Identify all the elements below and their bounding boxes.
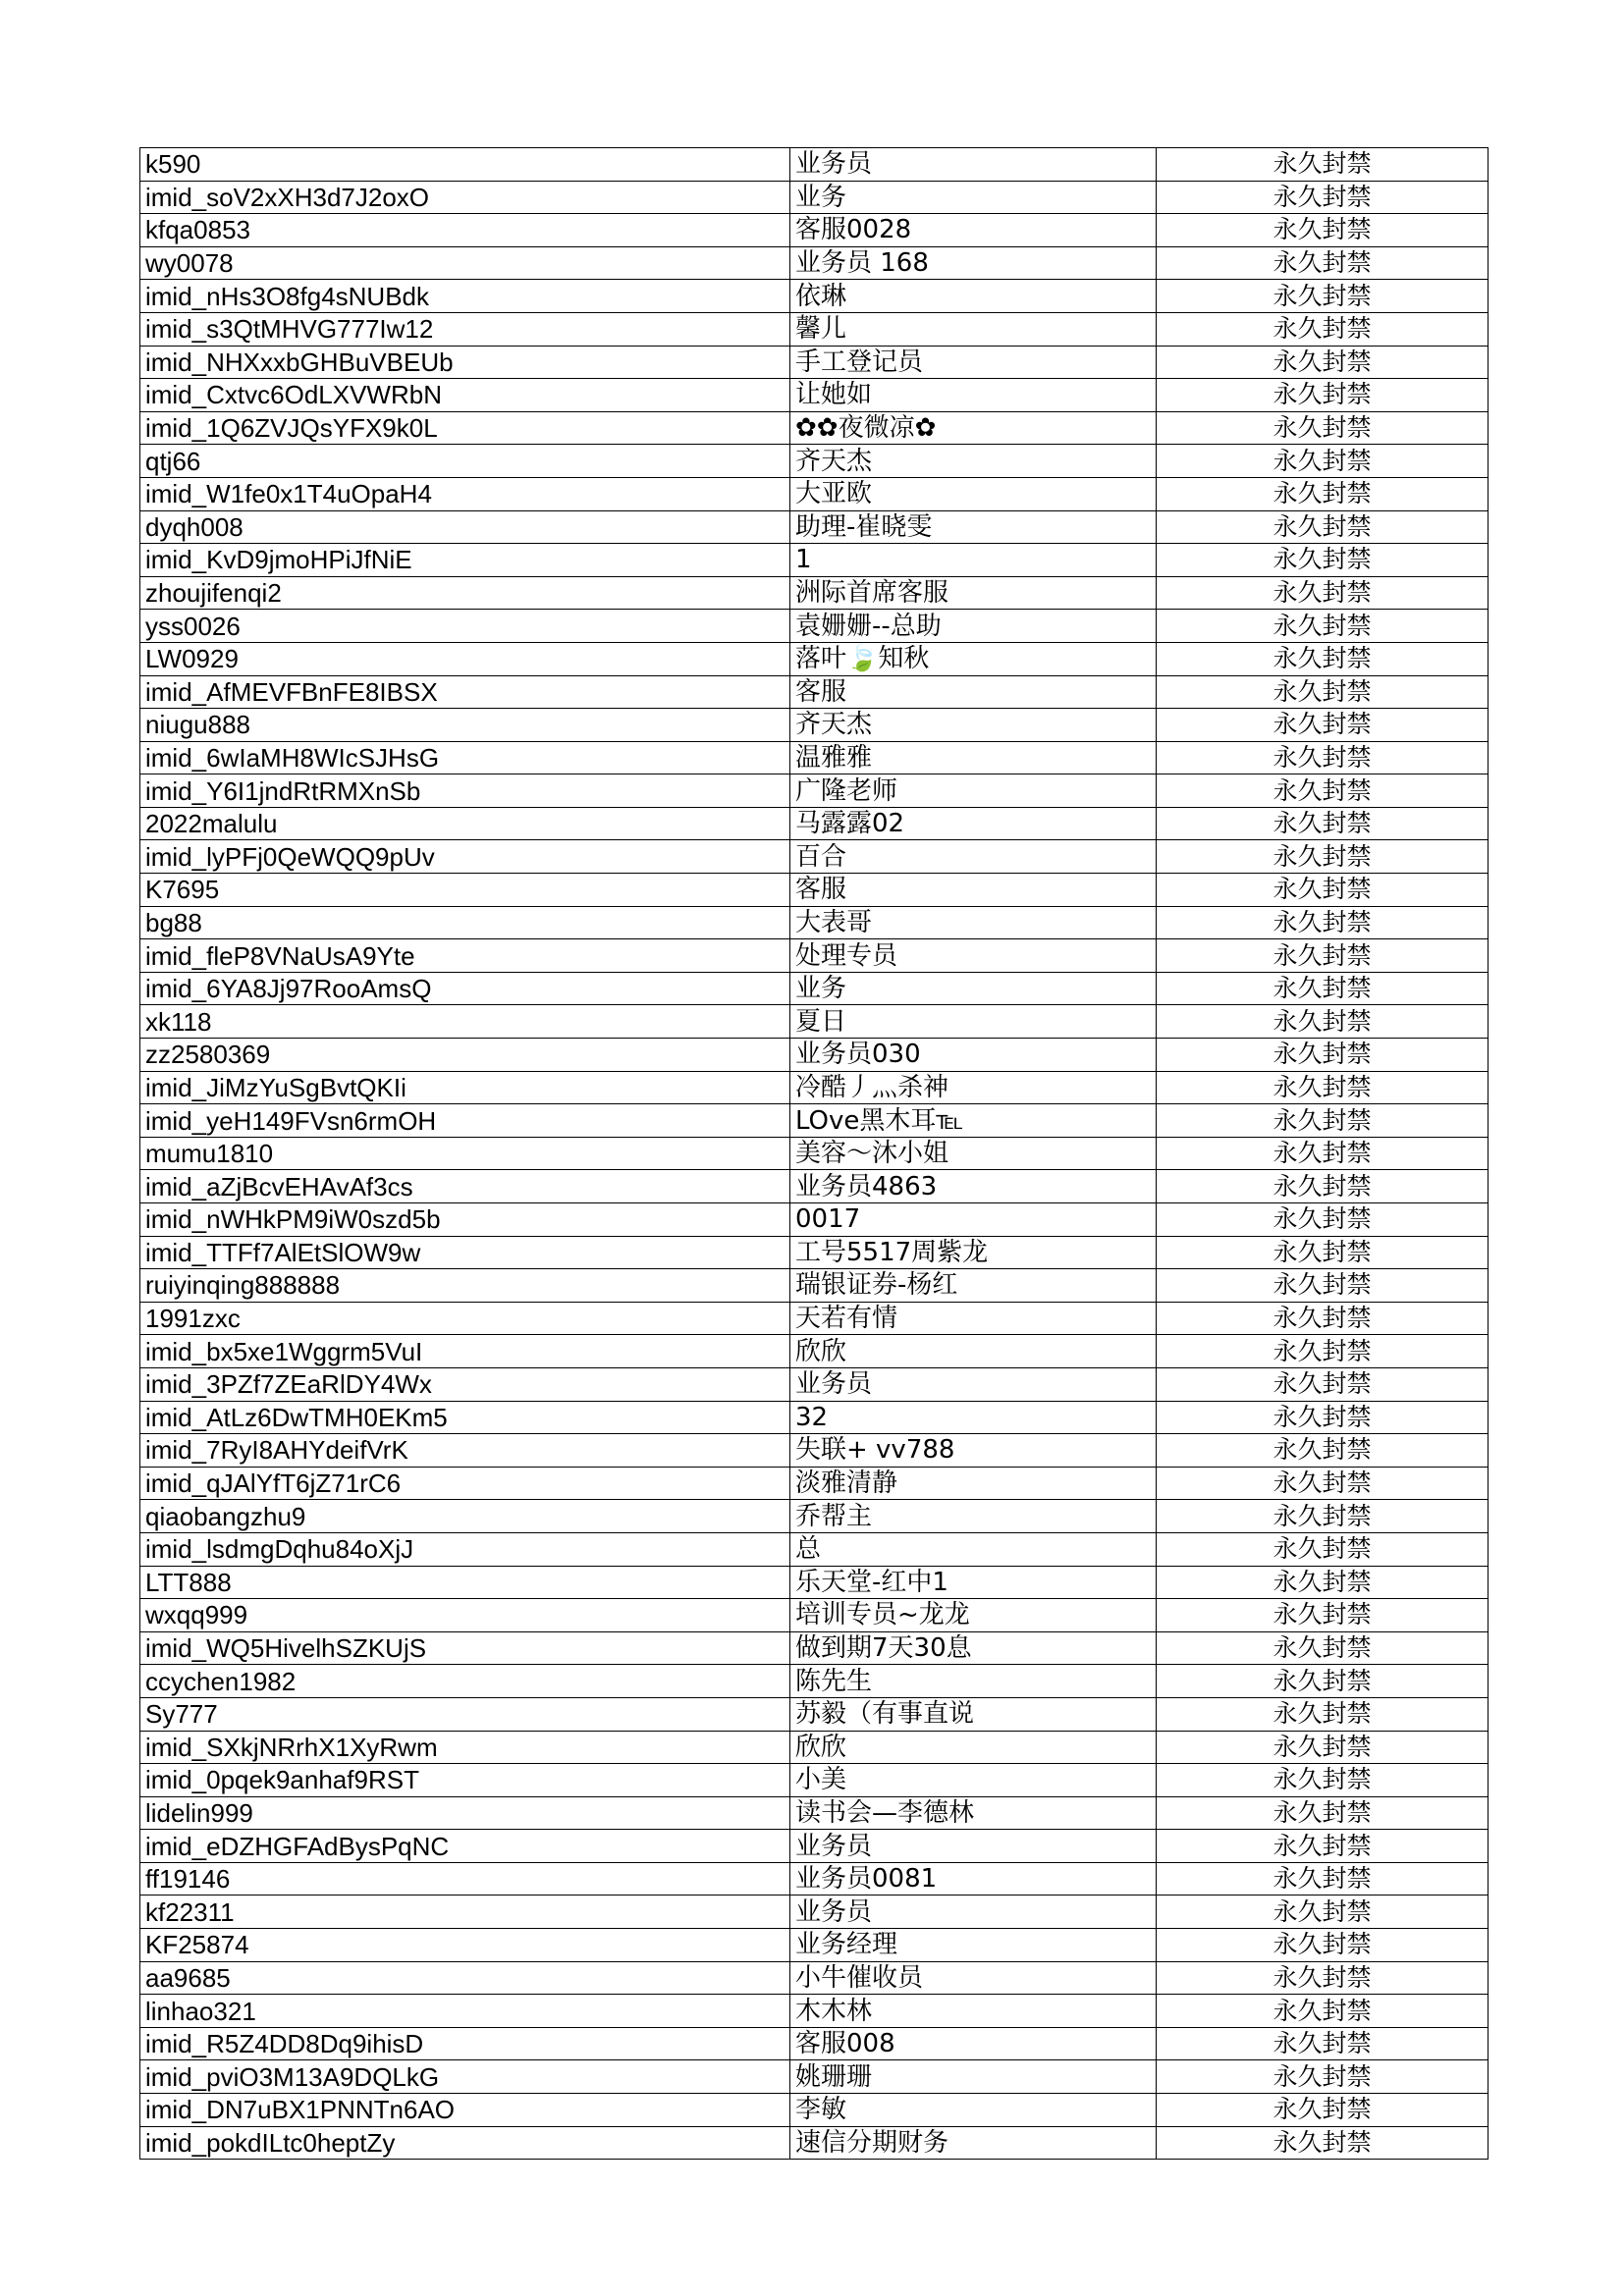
account-id-cell: imid_fleP8VNaUsA9Yte — [140, 939, 790, 973]
account-id-cell: LW0929 — [140, 642, 790, 675]
table-row — [140, 1104, 1489, 1138]
ban-status-cell: 永久封禁 — [1157, 1896, 1489, 1929]
account-id-cell: imid_6YA8Jj97RooAmsQ — [140, 972, 790, 1005]
account-id-cell: kfqa0853 — [140, 214, 790, 247]
ban-status-cell: 永久封禁 — [1157, 675, 1489, 709]
display-name-cell: 冷酷丿灬杀神 — [790, 1071, 1157, 1104]
display-name-cell: 齐天杰 — [790, 445, 1157, 478]
account-id-cell: imid_R5Z4DD8Dq9ihisD — [140, 2027, 790, 2060]
ban-status-cell: 永久封禁 — [1157, 1467, 1489, 1500]
table-row — [140, 1170, 1489, 1203]
table-row — [140, 576, 1489, 610]
display-name-cell: 业务员4863 — [790, 1170, 1157, 1203]
table-row — [140, 2027, 1489, 2060]
ban-status-cell: 永久封禁 — [1157, 181, 1489, 214]
ban-status-cell: 永久封禁 — [1157, 1137, 1489, 1170]
ban-status-cell: 永久封禁 — [1157, 709, 1489, 742]
ban-status-cell: 永久封禁 — [1157, 1039, 1489, 1072]
table-row — [140, 1203, 1489, 1237]
account-id-cell: imid_SXkjNRrhX1XyRwm — [140, 1731, 790, 1764]
account-id-cell: xk118 — [140, 1005, 790, 1039]
ban-status-cell: 永久封禁 — [1157, 1862, 1489, 1896]
display-name-cell: 业务 — [790, 181, 1157, 214]
table-row — [140, 972, 1489, 1005]
account-id-cell: bg88 — [140, 906, 790, 939]
table-row — [140, 2094, 1489, 2127]
ban-status-cell: 永久封禁 — [1157, 774, 1489, 808]
display-name-cell: 业务员 — [790, 1830, 1157, 1863]
table-row — [140, 1500, 1489, 1533]
display-name-cell: 业务员 — [790, 1896, 1157, 1929]
account-id-cell: dyqh008 — [140, 510, 790, 544]
display-name-cell: 袁姗姗--总助 — [790, 610, 1157, 643]
ban-status-cell: 永久封禁 — [1157, 1697, 1489, 1731]
account-id-cell: imid_qJAlYfT6jZ71rC6 — [140, 1467, 790, 1500]
table-row — [140, 1995, 1489, 2028]
table-row — [140, 1367, 1489, 1401]
ban-status-cell: 永久封禁 — [1157, 1961, 1489, 1995]
ban-status-cell: 永久封禁 — [1157, 1995, 1489, 2028]
ban-status-cell: 永久封禁 — [1157, 2027, 1489, 2060]
display-name-cell: 速信分期财务 — [790, 2126, 1157, 2160]
ban-list-table — [139, 147, 1489, 2160]
table-row — [140, 181, 1489, 214]
display-name-cell: 业务员0081 — [790, 1862, 1157, 1896]
ban-status-cell: 永久封禁 — [1157, 544, 1489, 577]
display-name-cell: 业务员 168 — [790, 246, 1157, 280]
display-name-cell: 木木林 — [790, 1995, 1157, 2028]
account-id-cell: qiaobangzhu9 — [140, 1500, 790, 1533]
account-id-cell: imid_6wIaMH8WIcSJHsG — [140, 741, 790, 774]
display-name-cell: 手工登记员 — [790, 346, 1157, 379]
display-name-cell: 失联+ vv788 — [790, 1434, 1157, 1468]
ban-status-cell: 永久封禁 — [1157, 1599, 1489, 1632]
display-name-cell: 业务员 — [790, 148, 1157, 182]
account-id-cell: ruiyinqing888888 — [140, 1269, 790, 1303]
display-name-cell: 读书会—李德林 — [790, 1796, 1157, 1830]
display-name-cell: 洲际首席客服 — [790, 576, 1157, 610]
ban-status-cell: 永久封禁 — [1157, 312, 1489, 346]
table-row — [140, 1302, 1489, 1335]
display-name-cell: 依琳 — [790, 280, 1157, 313]
display-name-cell: 0017 — [790, 1203, 1157, 1237]
ban-status-cell: 永久封禁 — [1157, 1929, 1489, 1962]
ban-status-cell: 永久封禁 — [1157, 214, 1489, 247]
display-name-cell: 馨儿 — [790, 312, 1157, 346]
table-row — [140, 214, 1489, 247]
display-name-cell: 夏日 — [790, 1005, 1157, 1039]
display-name-cell: 淡雅清静 — [790, 1467, 1157, 1500]
table-row — [140, 1401, 1489, 1434]
ban-status-cell: 永久封禁 — [1157, 1764, 1489, 1797]
table-row — [140, 1566, 1489, 1599]
account-id-cell: aa9685 — [140, 1961, 790, 1995]
display-name-cell: 业务经理 — [790, 1929, 1157, 1962]
display-name-cell: 大亚欧 — [790, 477, 1157, 510]
account-id-cell: niugu888 — [140, 709, 790, 742]
table-row — [140, 1731, 1489, 1764]
display-name-cell: 乔帮主 — [790, 1500, 1157, 1533]
table-row — [140, 1631, 1489, 1665]
display-name-cell: 广隆老师 — [790, 774, 1157, 808]
account-id-cell: imid_bx5xe1Wggrm5VuI — [140, 1335, 790, 1368]
table-row — [140, 1929, 1489, 1962]
ban-status-cell: 永久封禁 — [1157, 510, 1489, 544]
table-row — [140, 1697, 1489, 1731]
display-name-cell: 业务员030 — [790, 1039, 1157, 1072]
ban-status-cell: 永久封禁 — [1157, 610, 1489, 643]
table-row — [140, 1599, 1489, 1632]
ban-status-cell: 永久封禁 — [1157, 906, 1489, 939]
table-row — [140, 2060, 1489, 2094]
ban-status-cell: 永久封禁 — [1157, 1236, 1489, 1269]
display-name-cell: 落叶🍃知秋 — [790, 642, 1157, 675]
table-row — [140, 379, 1489, 412]
account-id-cell: kf22311 — [140, 1896, 790, 1929]
ban-status-cell: 永久封禁 — [1157, 807, 1489, 840]
account-id-cell: LTT888 — [140, 1566, 790, 1599]
account-id-cell: k590 — [140, 148, 790, 182]
ban-status-cell: 永久封禁 — [1157, 1203, 1489, 1237]
account-id-cell: imid_yeH149FVsn6rmOH — [140, 1104, 790, 1138]
display-name-cell: 培训专员~龙龙 — [790, 1599, 1157, 1632]
account-id-cell: linhao321 — [140, 1995, 790, 2028]
display-name-cell: 客服 — [790, 874, 1157, 907]
display-name-cell: 处理专员 — [790, 939, 1157, 973]
ban-status-cell: 永久封禁 — [1157, 1796, 1489, 1830]
account-id-cell: zhoujifenqi2 — [140, 576, 790, 610]
display-name-cell: 温雅雅 — [790, 741, 1157, 774]
table-row — [140, 1071, 1489, 1104]
ban-status-cell: 永久封禁 — [1157, 1830, 1489, 1863]
ban-status-cell: 永久封禁 — [1157, 1401, 1489, 1434]
ban-status-cell: 永久封禁 — [1157, 379, 1489, 412]
display-name-cell: 客服 — [790, 675, 1157, 709]
account-id-cell: imid_JiMzYuSgBvtQKIi — [140, 1071, 790, 1104]
ban-status-cell: 永久封禁 — [1157, 2060, 1489, 2094]
account-id-cell: Sy777 — [140, 1697, 790, 1731]
ban-status-cell: 永久封禁 — [1157, 1434, 1489, 1468]
table-row — [140, 1796, 1489, 1830]
account-id-cell: 1991zxc — [140, 1302, 790, 1335]
ban-status-cell: 永久封禁 — [1157, 477, 1489, 510]
display-name-cell: 姚珊珊 — [790, 2060, 1157, 2094]
account-id-cell: imid_aZjBcvEHAvAf3cs — [140, 1170, 790, 1203]
account-id-cell: imid_AfMEVFBnFE8IBSX — [140, 675, 790, 709]
ban-status-cell: 永久封禁 — [1157, 411, 1489, 445]
table-row — [140, 1532, 1489, 1566]
table-row — [140, 741, 1489, 774]
ban-status-cell: 永久封禁 — [1157, 874, 1489, 907]
account-id-cell: mumu1810 — [140, 1137, 790, 1170]
table-row — [140, 2126, 1489, 2160]
table-row — [140, 807, 1489, 840]
table-row — [140, 1039, 1489, 1072]
table-row — [140, 1236, 1489, 1269]
table-row — [140, 642, 1489, 675]
table-row — [140, 1335, 1489, 1368]
table-row — [140, 1830, 1489, 1863]
display-name-cell: 乐天堂-红中1 — [790, 1566, 1157, 1599]
ban-status-cell: 永久封禁 — [1157, 642, 1489, 675]
ban-status-cell: 永久封禁 — [1157, 2094, 1489, 2127]
ban-status-cell: 永久封禁 — [1157, 1269, 1489, 1303]
ban-status-cell: 永久封禁 — [1157, 1005, 1489, 1039]
table-row — [140, 675, 1489, 709]
ban-status-cell: 永久封禁 — [1157, 1500, 1489, 1533]
table-row — [140, 1862, 1489, 1896]
ban-status-cell: 永久封禁 — [1157, 1302, 1489, 1335]
display-name-cell: 齐天杰 — [790, 709, 1157, 742]
account-id-cell: qtj66 — [140, 445, 790, 478]
table-row — [140, 1665, 1489, 1698]
ban-status-cell: 永久封禁 — [1157, 445, 1489, 478]
display-name-cell: 客服008 — [790, 2027, 1157, 2060]
account-id-cell: wxqq999 — [140, 1599, 790, 1632]
display-name-cell: 总 — [790, 1532, 1157, 1566]
account-id-cell: imid_nHs3O8fg4sNUBdk — [140, 280, 790, 313]
account-id-cell: zz2580369 — [140, 1039, 790, 1072]
display-name-cell: 1 — [790, 544, 1157, 577]
display-name-cell: 工号5517周紫龙 — [790, 1236, 1157, 1269]
ban-status-cell: 永久封禁 — [1157, 972, 1489, 1005]
account-id-cell: imid_WQ5HivelhSZKUjS — [140, 1631, 790, 1665]
ban-status-cell: 永久封禁 — [1157, 840, 1489, 874]
display-name-cell: 32 — [790, 1401, 1157, 1434]
table-row — [140, 346, 1489, 379]
display-name-cell: 小美 — [790, 1764, 1157, 1797]
table-row — [140, 280, 1489, 313]
ban-status-cell: 永久封禁 — [1157, 1367, 1489, 1401]
ban-status-cell: 永久封禁 — [1157, 576, 1489, 610]
table-row — [140, 874, 1489, 907]
display-name-cell: 欣欣 — [790, 1731, 1157, 1764]
table-row — [140, 774, 1489, 808]
ban-status-cell: 永久封禁 — [1157, 1170, 1489, 1203]
display-name-cell: 业务员 — [790, 1367, 1157, 1401]
table-row — [140, 148, 1489, 182]
display-name-cell: LOve黑木耳℡ — [790, 1104, 1157, 1138]
account-id-cell: wy0078 — [140, 246, 790, 280]
ban-status-cell: 永久封禁 — [1157, 1631, 1489, 1665]
account-id-cell: KF25874 — [140, 1929, 790, 1962]
display-name-cell: 小牛催收员 — [790, 1961, 1157, 1995]
display-name-cell: 客服0028 — [790, 214, 1157, 247]
ban-status-cell: 永久封禁 — [1157, 1731, 1489, 1764]
ban-status-cell: 永久封禁 — [1157, 280, 1489, 313]
account-id-cell: ff19146 — [140, 1862, 790, 1896]
account-id-cell: lidelin999 — [140, 1796, 790, 1830]
account-id-cell: imid_KvD9jmoHPiJfNiE — [140, 544, 790, 577]
ban-status-cell: 永久封禁 — [1157, 1071, 1489, 1104]
ban-status-cell: 永久封禁 — [1157, 1104, 1489, 1138]
table-row — [140, 411, 1489, 445]
account-id-cell: imid_s3QtMHVG777Iw12 — [140, 312, 790, 346]
ban-status-cell: 永久封禁 — [1157, 1566, 1489, 1599]
display-name-cell: 天若有情 — [790, 1302, 1157, 1335]
account-id-cell: ccychen1982 — [140, 1665, 790, 1698]
account-id-cell: 2022malulu — [140, 807, 790, 840]
display-name-cell: ✿✿夜微凉✿ — [790, 411, 1157, 445]
account-id-cell: K7695 — [140, 874, 790, 907]
display-name-cell: 马露露02 — [790, 807, 1157, 840]
table-row — [140, 312, 1489, 346]
account-id-cell: imid_1Q6ZVJQsYFX9k0L — [140, 411, 790, 445]
ban-status-cell: 永久封禁 — [1157, 1532, 1489, 1566]
ban-status-cell: 永久封禁 — [1157, 346, 1489, 379]
account-id-cell: imid_pokdILtc0heptZy — [140, 2126, 790, 2160]
ban-status-cell: 永久封禁 — [1157, 1665, 1489, 1698]
ban-list-body — [140, 148, 1489, 2160]
account-id-cell: imid_W1fe0x1T4uOpaH4 — [140, 477, 790, 510]
table-row — [140, 1896, 1489, 1929]
account-id-cell: imid_eDZHGFAdBysPqNC — [140, 1830, 790, 1863]
account-id-cell: imid_Cxtvc6OdLXVWRbN — [140, 379, 790, 412]
table-row — [140, 906, 1489, 939]
display-name-cell: 苏毅（有事直说 — [790, 1697, 1157, 1731]
table-row — [140, 510, 1489, 544]
account-id-cell: imid_Y6I1jndRtRMXnSb — [140, 774, 790, 808]
table-row — [140, 1434, 1489, 1468]
table-row — [140, 544, 1489, 577]
account-id-cell: imid_pviO3M13A9DQLkG — [140, 2060, 790, 2094]
display-name-cell: 瑞银证券-杨红 — [790, 1269, 1157, 1303]
ban-status-cell: 永久封禁 — [1157, 939, 1489, 973]
table-row — [140, 709, 1489, 742]
display-name-cell: 助理-崔晓雯 — [790, 510, 1157, 544]
table-row — [140, 445, 1489, 478]
account-id-cell: yss0026 — [140, 610, 790, 643]
table-row — [140, 1269, 1489, 1303]
ban-status-cell: 永久封禁 — [1157, 148, 1489, 182]
table-row — [140, 1961, 1489, 1995]
display-name-cell: 让她如 — [790, 379, 1157, 412]
table-row — [140, 1137, 1489, 1170]
ban-status-cell: 永久封禁 — [1157, 1335, 1489, 1368]
display-name-cell: 做到期7天30息 — [790, 1631, 1157, 1665]
display-name-cell: 陈先生 — [790, 1665, 1157, 1698]
table-row — [140, 1005, 1489, 1039]
table-row — [140, 246, 1489, 280]
account-id-cell: imid_NHXxxbGHBuVBEUb — [140, 346, 790, 379]
ban-status-cell: 永久封禁 — [1157, 246, 1489, 280]
account-id-cell: imid_0pqek9anhaf9RST — [140, 1764, 790, 1797]
table-row — [140, 939, 1489, 973]
table-row — [140, 840, 1489, 874]
display-name-cell: 美容～沐小姐 — [790, 1137, 1157, 1170]
account-id-cell: imid_lyPFj0QeWQQ9pUv — [140, 840, 790, 874]
account-id-cell: imid_AtLz6DwTMH0EKm5 — [140, 1401, 790, 1434]
table-row — [140, 1467, 1489, 1500]
ban-status-cell: 永久封禁 — [1157, 2126, 1489, 2160]
account-id-cell: imid_nWHkPM9iW0szd5b — [140, 1203, 790, 1237]
account-id-cell: imid_TTFf7AlEtSlOW9w — [140, 1236, 790, 1269]
table-row — [140, 610, 1489, 643]
account-id-cell: imid_3PZf7ZEaRlDY4Wx — [140, 1367, 790, 1401]
table-row — [140, 1764, 1489, 1797]
account-id-cell: imid_7RyI8AHYdeifVrK — [140, 1434, 790, 1468]
display-name-cell: 业务 — [790, 972, 1157, 1005]
account-id-cell: imid_DN7uBX1PNNTn6AO — [140, 2094, 790, 2127]
ban-status-cell: 永久封禁 — [1157, 741, 1489, 774]
display-name-cell: 大表哥 — [790, 906, 1157, 939]
display-name-cell: 欣欣 — [790, 1335, 1157, 1368]
display-name-cell: 李敏 — [790, 2094, 1157, 2127]
account-id-cell: imid_lsdmgDqhu84oXjJ — [140, 1532, 790, 1566]
table-row — [140, 477, 1489, 510]
display-name-cell: 百合 — [790, 840, 1157, 874]
account-id-cell: imid_soV2xXH3d7J2oxO — [140, 181, 790, 214]
